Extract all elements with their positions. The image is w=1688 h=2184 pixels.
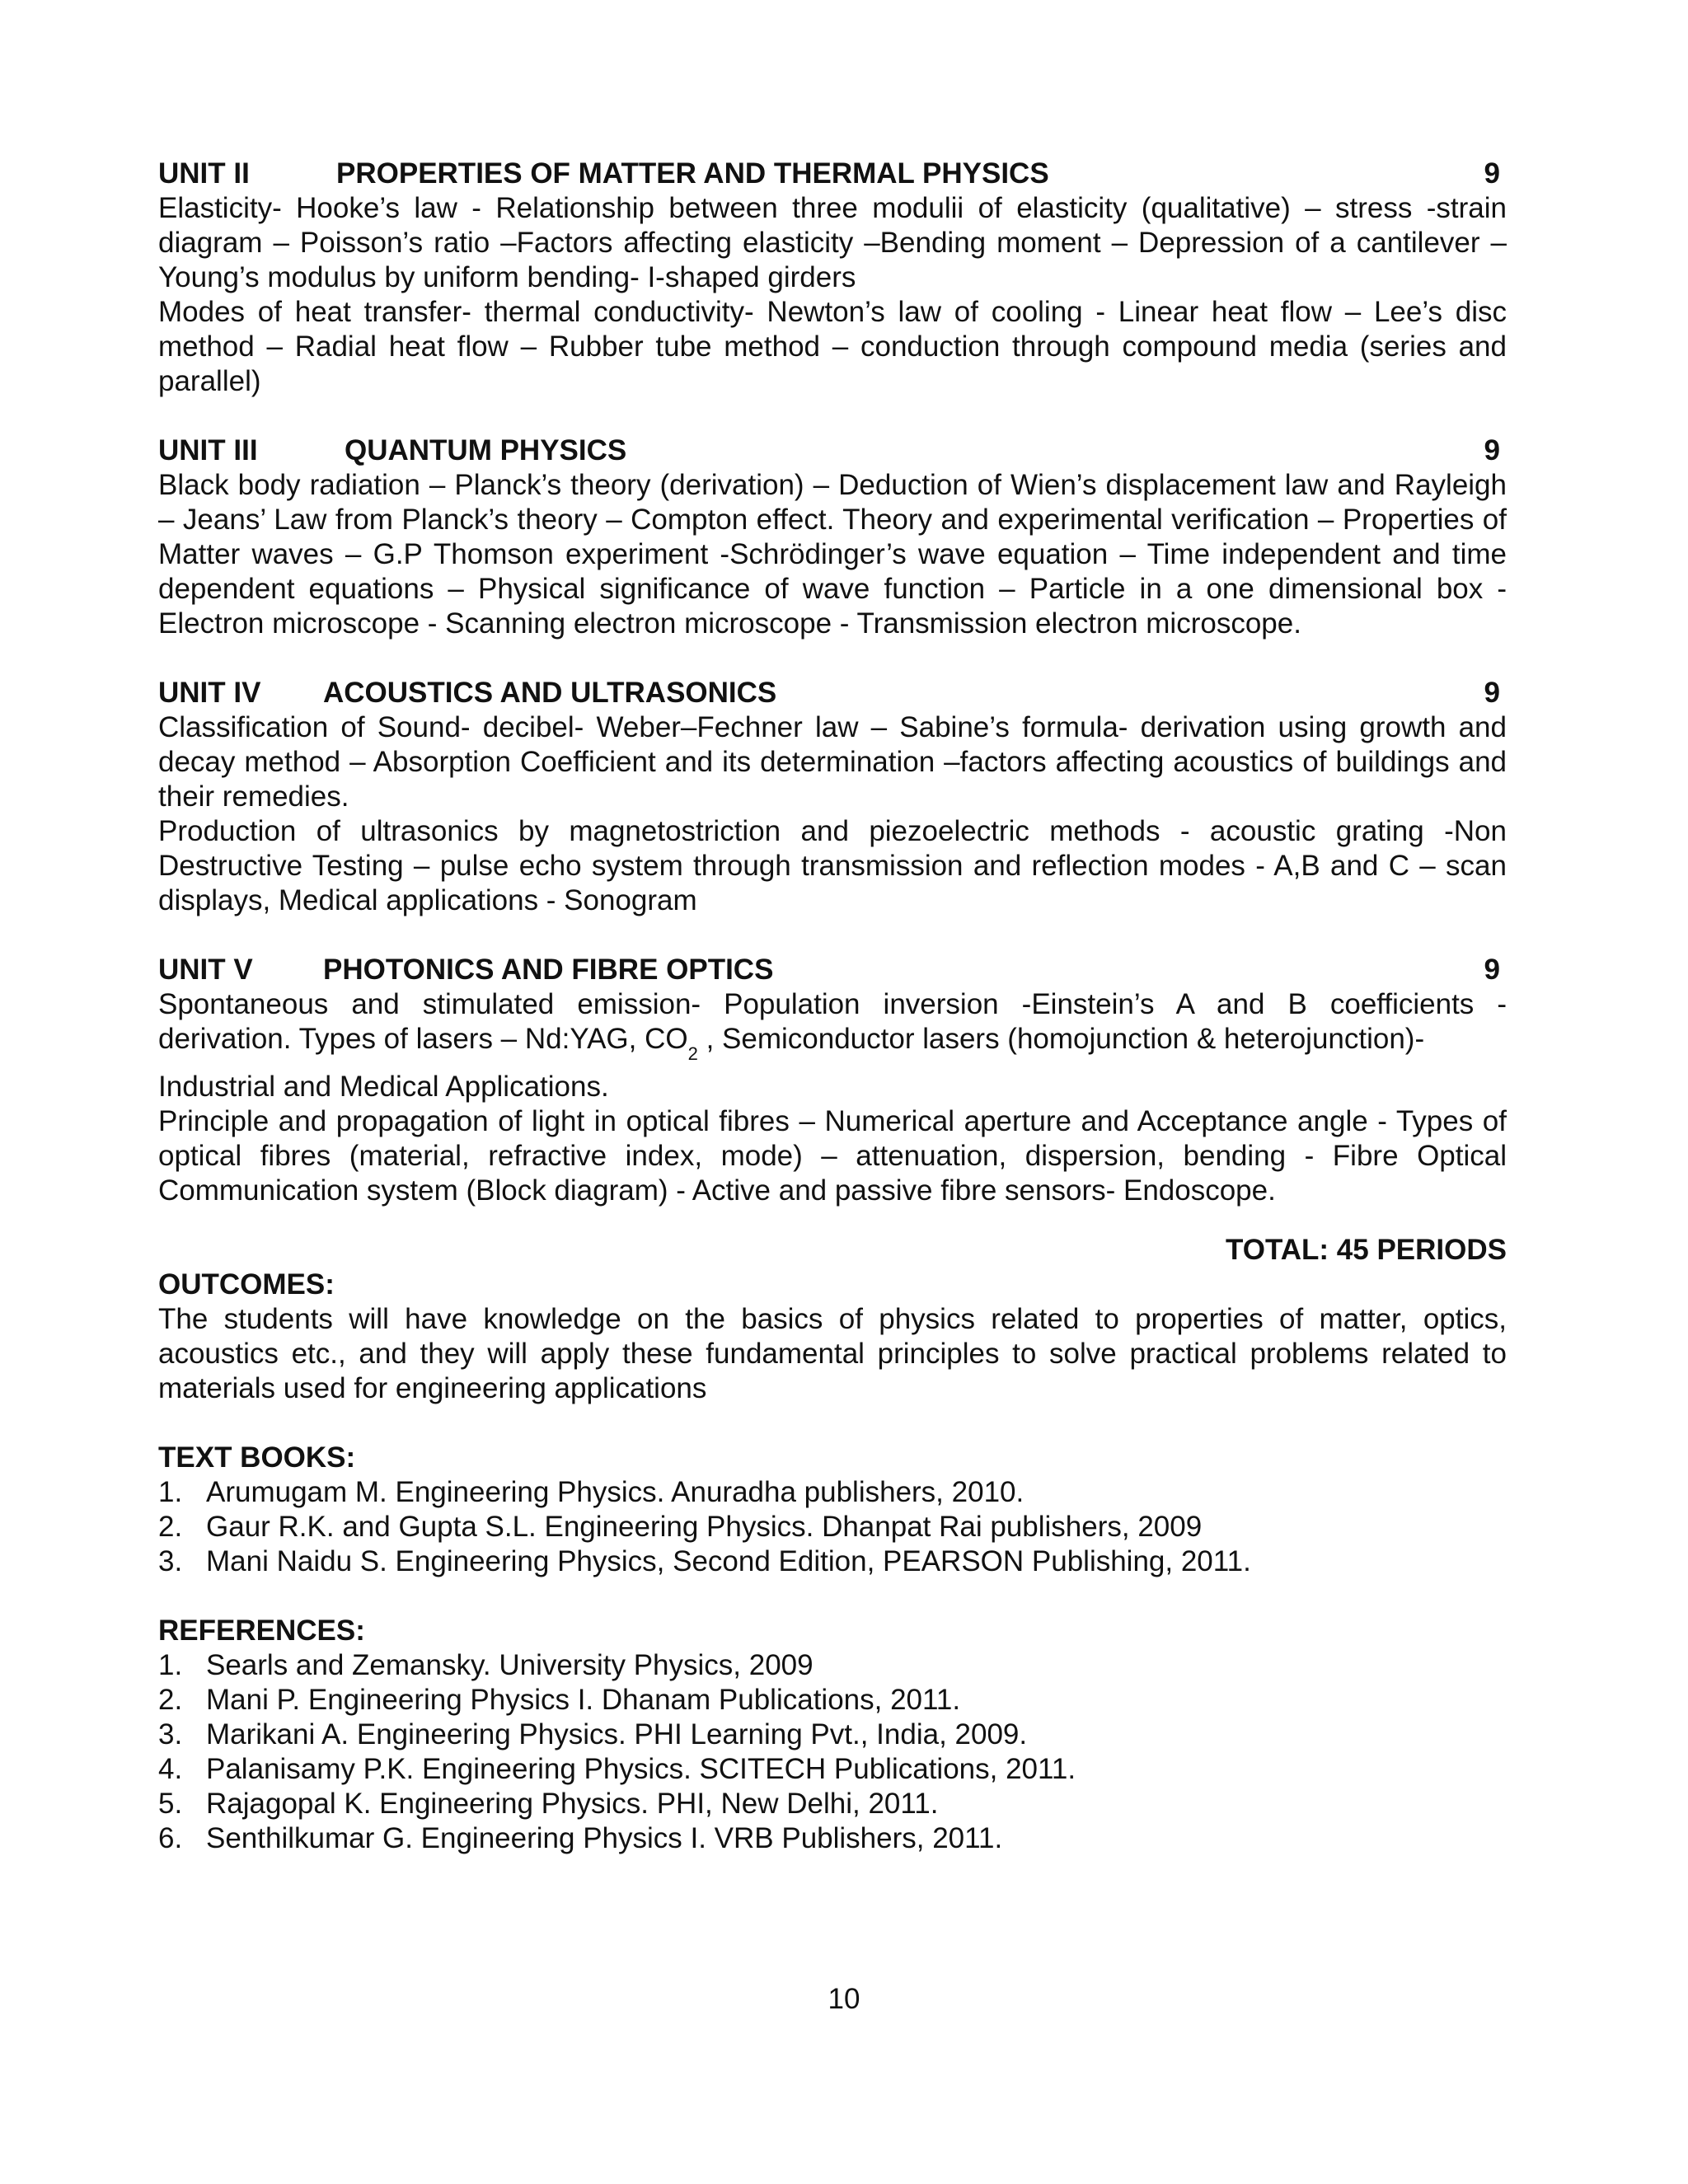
item-number: 5. xyxy=(158,1788,183,1820)
list-item xyxy=(158,1510,1507,1544)
total-periods: TOTAL: 45 PERIODS xyxy=(1226,1234,1507,1266)
item-number: 3. xyxy=(158,1545,183,1577)
unit-paragraph: Modes of heat transfer- thermal conductivity- Newton’s law of cooling - Linear heat flow – Lee’s disc method – Radial heat flow – Rubber tube method – conduction through compound media (series and parallel) xyxy=(158,296,1507,397)
item-text: Palanisamy P.K. Engineering Physics. SCITECH Publications, 2011. xyxy=(206,1753,1076,1785)
item-number: 2. xyxy=(158,1511,183,1543)
unit-line: Industrial and Medical Applications. xyxy=(158,1071,609,1103)
unit-hours: 9 xyxy=(1484,434,1500,466)
list-item xyxy=(158,1752,1507,1787)
item-text: Mani Naidu S. Engineering Physics, Second Edition, PEARSON Publishing, 2011. xyxy=(206,1545,1251,1577)
references-heading: REFERENCES: xyxy=(158,1615,365,1647)
text-books-heading: TEXT BOOKS: xyxy=(158,1441,356,1474)
unit-hours: 9 xyxy=(1484,677,1500,709)
unit-number: UNIT II xyxy=(158,157,250,190)
unit-title: QUANTUM PHYSICS xyxy=(345,434,627,466)
list-item xyxy=(158,1648,1507,1683)
list-item xyxy=(158,1475,1507,1510)
unit-paragraph: Classification of Sound- decibel- Weber–Fechner law – Sabine’s formula- derivation using growth and decay method – Absorption Coefficient and its determination –factors affecting acoustics of buildings and their remedies. xyxy=(158,711,1507,813)
item-text: Arumugam M. Engineering Physics. Anuradha publishers, 2010. xyxy=(206,1476,1025,1508)
item-text: Marikani A. Engineering Physics. PHI Learning Pvt., India, 2009. xyxy=(206,1718,1028,1750)
references-section xyxy=(158,1614,1507,1856)
item-number: 1. xyxy=(158,1476,183,1508)
unit-hours: 9 xyxy=(1484,954,1500,986)
list-item xyxy=(158,1718,1507,1752)
unit-hours: 9 xyxy=(1484,157,1500,190)
item-number: 2. xyxy=(158,1684,183,1716)
text-books-list xyxy=(158,1475,1507,1579)
unit-paragraph: Elasticity- Hooke’s law - Relationship between three modulii of elasticity (qualitative) – stress -strain diagram – Poisson’s ratio –Factors affecting elasticity –Bending moment – Depression of a cantilever –Young’s modulus by uniform bending- I-shaped girders xyxy=(158,192,1507,293)
unit-5-section xyxy=(158,953,1507,1208)
item-text: Gaur R.K. and Gupta S.L. Engineering Physics. Dhanpat Rai publishers, 2009 xyxy=(206,1511,1203,1543)
unit-3-heading xyxy=(158,434,1507,468)
list-item xyxy=(158,1544,1507,1579)
item-number: 3. xyxy=(158,1718,183,1750)
unit-4-section xyxy=(158,676,1507,918)
item-text: Mani P. Engineering Physics I. Dhanam Publications, 2011. xyxy=(206,1684,961,1716)
unit-2-section xyxy=(158,157,1507,399)
item-text: Searls and Zemansky. University Physics, 2009 xyxy=(206,1649,814,1681)
unit-5-heading xyxy=(158,953,1507,987)
list-item xyxy=(158,1821,1507,1856)
outcomes-text: The students will have knowledge on the basics of physics related to properties of matter, optics, acoustics etc., and they will apply these fundamental principles to solve practical problems related to materials used for engineering applications xyxy=(158,1303,1507,1404)
syllabus-page xyxy=(158,157,1507,1856)
unit-line: Spontaneous and stimulated emission- Population inversion -Einstein’s A and B coefficients - xyxy=(158,988,1507,1020)
unit-paragraph: Principle and propagation of light in optical fibres – Numerical aperture and Acceptance angle - Types of optical fibres (material, refractive index, mode) – attenuation, dispersion, bending - Fibre Optical Communication system (Block diagram) - Active and passive fibre sensors- Endoscope. xyxy=(158,1105,1507,1207)
unit-2-heading xyxy=(158,157,1507,191)
outcomes-section xyxy=(158,1268,1507,1406)
unit-paragraph: Black body radiation – Planck’s theory (derivation) – Deduction of Wien’s displacement law and Rayleigh – Jeans’ Law from Planck’s theory – Compton effect. Theory and experimental verification – Properties of Matter waves – G.P Thomson experiment -Schrödinger’s wave equation – Time independent and time dependent equations – Physical significance of wave function – Particle in a one dimensional box - Electron microscope - Scanning electron microscope - Transmission electron microscope. xyxy=(158,469,1507,640)
unit-title: PHOTONICS AND FIBRE OPTICS xyxy=(323,954,774,986)
unit-number: UNIT III xyxy=(158,434,258,466)
item-text: Rajagopal K. Engineering Physics. PHI, New Delhi, 2011. xyxy=(206,1788,939,1820)
item-number: 6. xyxy=(158,1822,183,1854)
item-number: 1. xyxy=(158,1649,183,1681)
unit-title: ACOUSTICS AND ULTRASONICS xyxy=(323,677,777,709)
line-text: , Semiconductor lasers (homojunction & heterojunction)- xyxy=(697,1023,1425,1055)
unit-title: PROPERTIES OF MATTER AND THERMAL PHYSICS xyxy=(336,157,1049,190)
unit-3-section xyxy=(158,434,1507,641)
item-number: 4. xyxy=(158,1753,183,1785)
page-number: 10 xyxy=(828,1983,860,2015)
outcomes-heading: OUTCOMES: xyxy=(158,1268,335,1301)
references-list xyxy=(158,1648,1507,1856)
unit-4-heading xyxy=(158,676,1507,710)
unit-number: UNIT V xyxy=(158,954,253,986)
unit-paragraph: Production of ultrasonics by magnetostriction and piezoelectric methods - acoustic grating -Non Destructive Testing – pulse echo system through transmission and reflection modes - A,B and C – scan displays, Medical applications - Sonogram xyxy=(158,815,1507,916)
unit-number: UNIT IV xyxy=(158,677,261,709)
subscript: 2 xyxy=(687,1043,698,1064)
text-books-section xyxy=(158,1441,1507,1579)
item-text: Senthilkumar G. Engineering Physics I. VRB Publishers, 2011. xyxy=(206,1822,1003,1854)
list-item xyxy=(158,1787,1507,1821)
line-text: derivation. Types of lasers – Nd:YAG, CO xyxy=(158,1023,688,1055)
list-item xyxy=(158,1683,1507,1718)
unit-line-with-subscript xyxy=(158,1022,1507,1070)
